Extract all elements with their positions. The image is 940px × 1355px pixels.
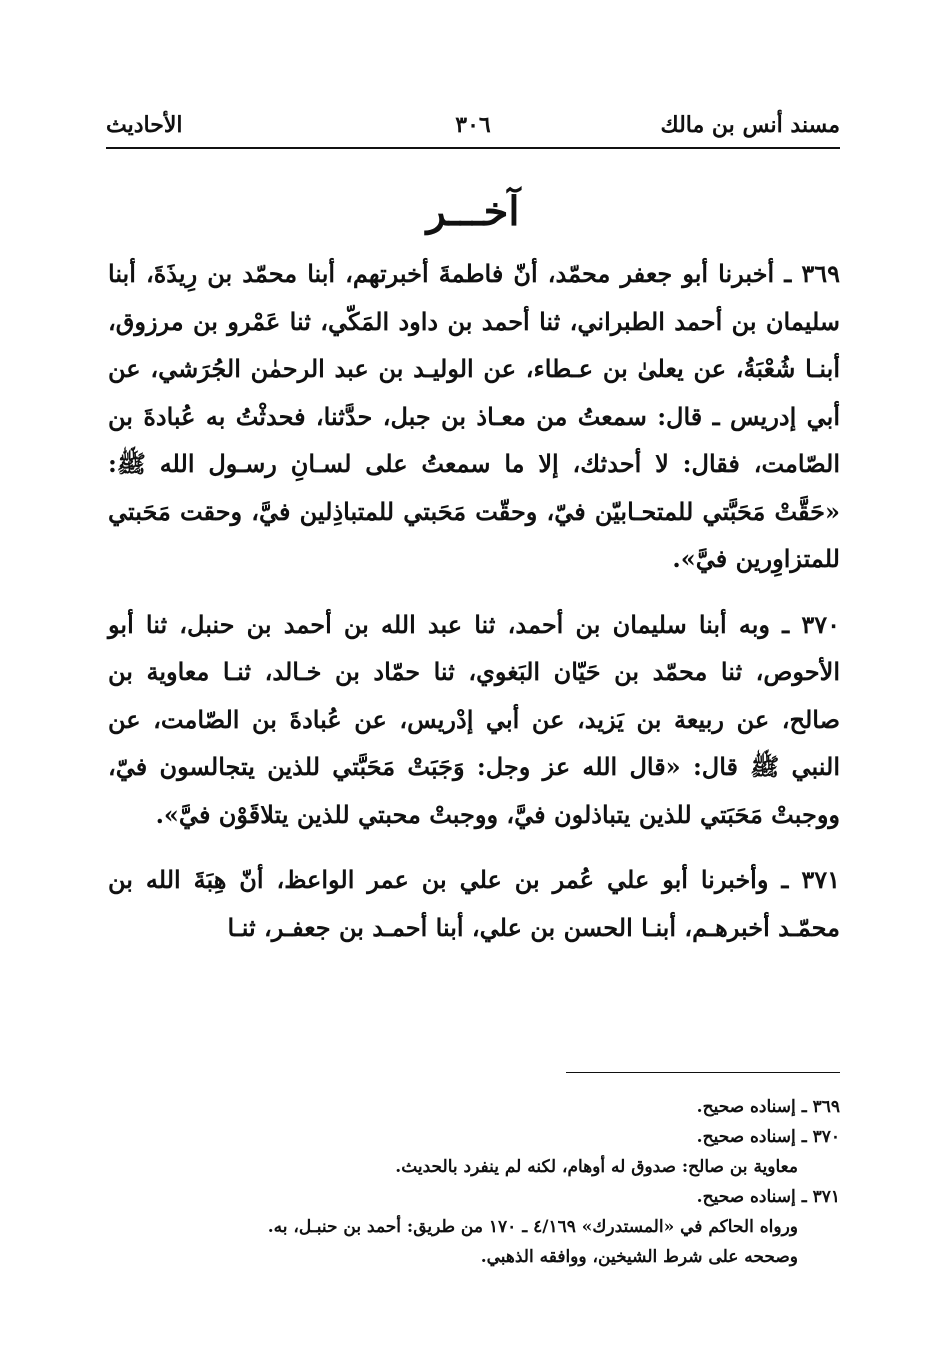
footnote-369: ٣٦٩ ـ إسناده صحيح.	[696, 1097, 840, 1117]
footnote-370-note: معاوية بن صالح: صدوق له أوهام، لكنه لم ينفرد بالحديث.	[395, 1157, 798, 1177]
header-section: الأحاديث	[106, 112, 183, 138]
header-rule	[106, 147, 840, 149]
hadith-paragraph-369: ٣٦٩ ـ أخبرنا أبو جعفر محمّد، أنّ فاطمةَ أخبرتهم، أبنا محمّد بن رِيذَةَ، أبنا سليمان بن أحمد الطبراني، ثنا أحمد بن داود المَكّي، ثنا عَمْرو بن مرزوق، أبنـا شُعْبَةُ، عن يعلىٰ بن عـطاء، عن الوليـد بن عبد الرحمٰن الجُرَشي، عن أبي إدريس ـ قال: سمعتُ من معـاذ بن جبل، حدَّثنا، فحدثْتُ به عُبادةَ بن الصّامت، فقال: لا أحدثك، إلا ما سمعتُ على لسـانِ رسـول الله ﷺ: «حَقَّتْ مَحَبَّتي للمتحـابيّن فيّ، وحقّت مَحَبتي للمتباذِلين فيَّ، وحقت مَحَبتي للمتزاوِرين فيَّ».	[108, 259, 841, 573]
footnote-371: ٣٧١ ـ إسناده صحيح.	[696, 1187, 840, 1207]
footnote-separator	[566, 1072, 840, 1073]
footnotes	[108, 1092, 840, 1272]
footnote-371-note-2: وصححه على شرط الشيخين، ووافقه الذهبي.	[480, 1247, 798, 1267]
hadith-paragraph-371: ٣٧١ ـ وأخبرنا أبو علي عُمر بن علي بن عمر الواعظ، أنّ هِبَةَ الله بن محمّـد أخبرهـم، أبنـا الحسن بن علي، أبنا أحمـد بن جعفـر، ثنـا	[108, 865, 840, 942]
header-page-number: ٣٠٦	[455, 112, 491, 138]
running-header	[106, 112, 840, 148]
hadith-paragraph-370: ٣٧٠ ـ وبه أبنا سليمان بن أحمد، ثنا عبد الله بن أحمد بن حنبل، ثنا أبو الأحوص، ثنا محمّد بن حَيّان البَغوي، ثنا حمّاد بن خـالد، ثنـا معاوية بن صالح، عن ربيعة بن يَزيد، عن أبي إدْريس، عن عُبادةَ بن الصّامت، عن النبي ﷺ قال: «قال الله عز وجل: وَجَبَتْ مَحَبَّتي للذين يتجالسون فيّ، ووجبتْ مَحَبَتي للذين يتباذلون فيَّ، ووجبتْ محبتي للذين يتلاقَوْن فيَّ».	[108, 609, 841, 829]
main-text	[108, 250, 840, 969]
header-book-title: مسند أنس بن مالك	[660, 112, 840, 138]
section-title: آخـــر	[426, 188, 520, 235]
footnote-371-note-1: ورواه الحاكم في «المستدرك» ٤/١٦٩ ـ ١٧٠ من طريق: أحمد بن حنبـل، به.	[267, 1217, 798, 1237]
footnote-370: ٣٧٠ ـ إسناده صحيح.	[696, 1127, 840, 1147]
